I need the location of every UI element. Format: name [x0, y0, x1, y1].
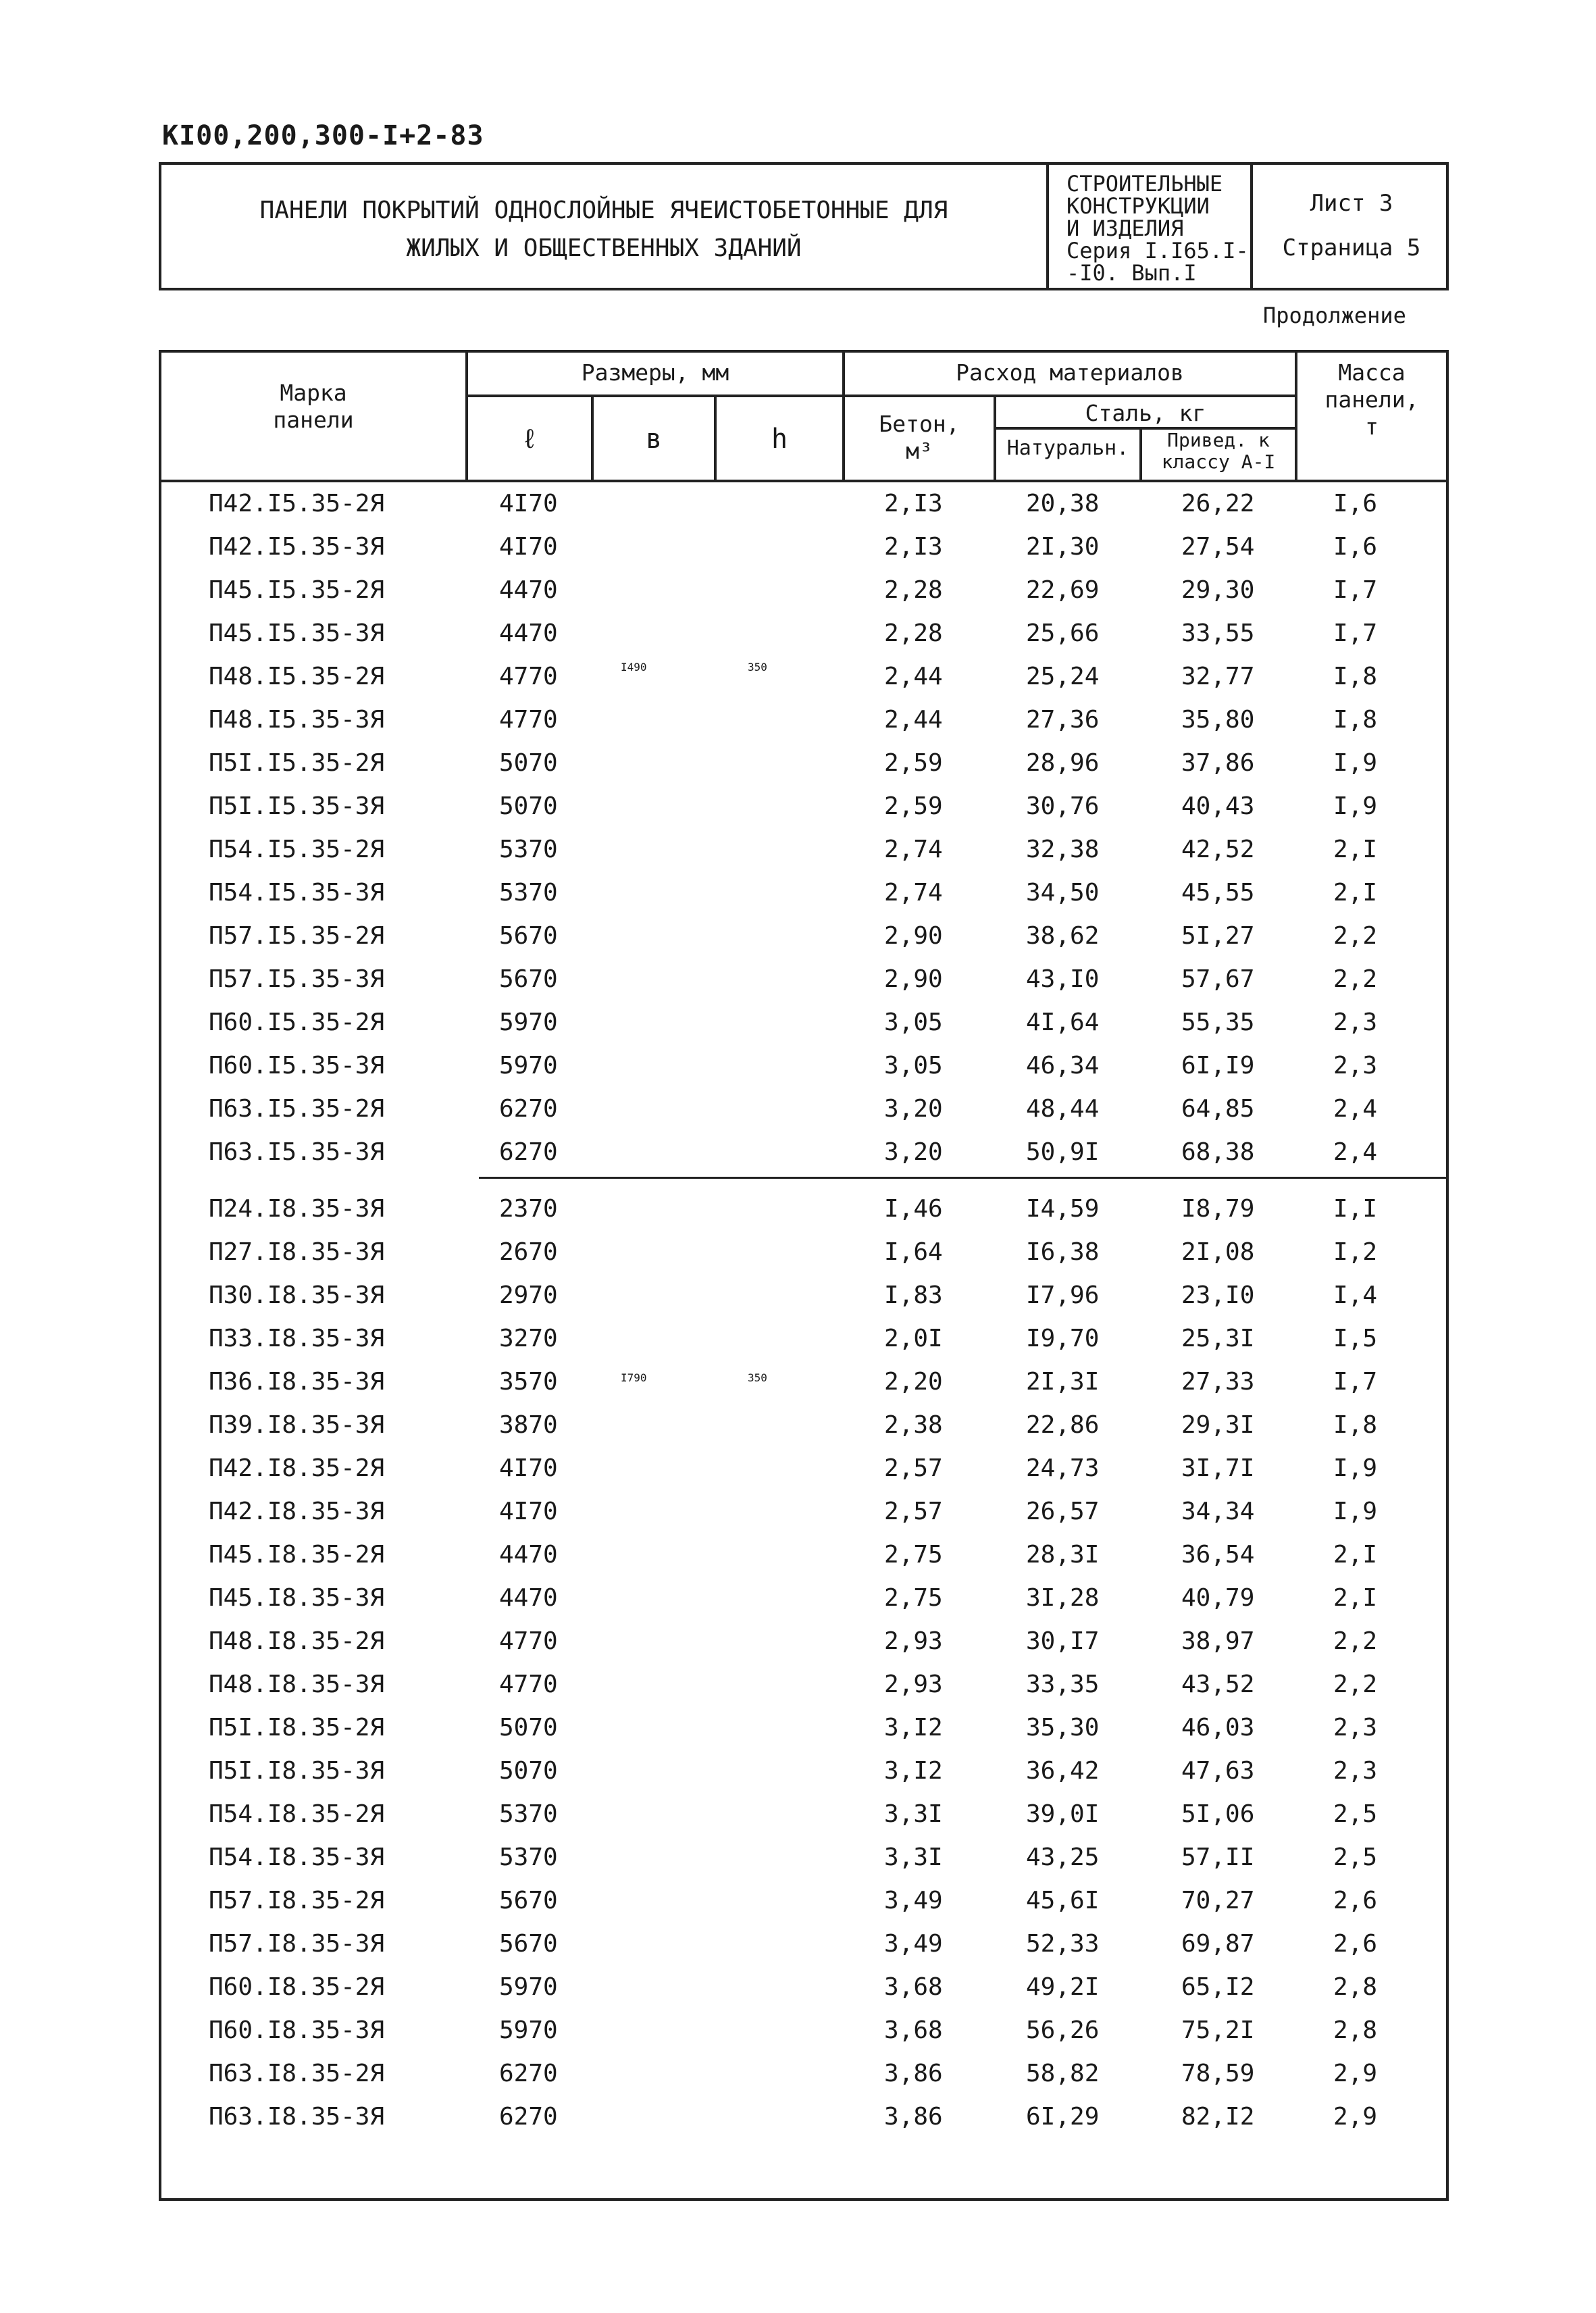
cell-mass: 2,2 [1333, 1627, 1378, 1655]
title-line-1: ПАНЕЛИ ПОКРЫТИЙ ОДНОСЛОЙНЫЕ ЯЧЕИСТОБЕТОННЫЕ ДЛЯ [259, 197, 948, 224]
cell-mass: 2,9 [1333, 2060, 1378, 2087]
cell-mark: П48.I8.35-2Я [209, 1627, 385, 1655]
cell-mass: 2,3 [1333, 1714, 1378, 1742]
table-row [161, 1577, 1446, 1620]
cell-mass: 2,2 [1333, 1671, 1378, 1698]
cell-length: 4I70 [499, 490, 558, 517]
table-row [161, 871, 1446, 915]
cell-steel-reduced: 69,87 [1181, 1930, 1255, 1958]
cell-concrete: 2,57 [884, 1454, 943, 1482]
cell-length: 5970 [499, 1973, 558, 2001]
cell-mass: I,9 [1333, 749, 1378, 777]
group1-width: I490 [621, 661, 647, 673]
cell-steel-reduced: 45,55 [1181, 879, 1255, 907]
table-row [161, 1663, 1446, 1706]
cell-steel-reduced: 5I,06 [1181, 1800, 1255, 1828]
cell-length: 5670 [499, 1930, 558, 1958]
cell-steel-natural: 20,38 [1026, 490, 1100, 517]
cell-steel-natural: 50,9I [1026, 1138, 1100, 1166]
cell-steel-reduced: 43,52 [1181, 1671, 1255, 1698]
cell-steel-natural: 34,50 [1026, 879, 1100, 907]
cell-steel-natural: 25,24 [1026, 663, 1100, 690]
cell-length: 3570 [499, 1368, 558, 1396]
cell-concrete: 3,68 [884, 2016, 943, 2044]
cell-steel-reduced: 29,3I [1181, 1411, 1255, 1439]
cell-steel-natural: I6,38 [1026, 1238, 1100, 1266]
cell-concrete: 3,86 [884, 2103, 943, 2131]
cell-length: 4770 [499, 1671, 558, 1698]
cell-mass: 2,2 [1333, 965, 1378, 993]
cell-steel-natural: 2I,30 [1026, 533, 1100, 561]
sheet-info [1257, 181, 1446, 270]
cell-length: 3270 [499, 1325, 558, 1352]
cell-length: 5670 [499, 922, 558, 950]
header-sizes: Размеры, мм [581, 359, 729, 386]
group2-width: I790 [621, 1371, 647, 1384]
cell-mark: П30.I8.35-3Я [209, 1281, 385, 1309]
cell-steel-reduced: 36,54 [1181, 1541, 1255, 1569]
cell-length: 5070 [499, 1714, 558, 1742]
cell-steel-reduced: 46,03 [1181, 1714, 1255, 1742]
cell-mark: П45.I5.35-3Я [209, 619, 385, 647]
header-concrete: Бетон, м³ [879, 411, 960, 464]
cell-mark: П63.I5.35-2Я [209, 1095, 385, 1123]
table-row [161, 915, 1446, 958]
cell-length: 5670 [499, 1887, 558, 1914]
cell-steel-reduced: 82,I2 [1181, 2103, 1255, 2131]
cell-mass: 2,2 [1333, 922, 1378, 950]
table-row [161, 612, 1446, 655]
cell-length: 5970 [499, 1052, 558, 1079]
series-line-5: -I0. Вып.I [1066, 260, 1197, 286]
cell-mark: П63.I8.35-2Я [209, 2060, 385, 2087]
cell-length: 4I70 [499, 1454, 558, 1482]
cell-mark: П24.I8.35-3Я [209, 1195, 385, 1223]
cell-mass: I,8 [1333, 1411, 1378, 1439]
cell-concrete: 3,49 [884, 1887, 943, 1914]
cell-length: 6270 [499, 1095, 558, 1123]
cell-concrete: 2,44 [884, 663, 943, 690]
cell-steel-reduced: 57,67 [1181, 965, 1255, 993]
table-row [161, 2052, 1446, 2095]
cell-length: 2670 [499, 1238, 558, 1266]
table-row [161, 1231, 1446, 1274]
cell-steel-reduced: 27,33 [1181, 1368, 1255, 1396]
cell-mark: П48.I5.35-2Я [209, 663, 385, 690]
cell-length: 5670 [499, 965, 558, 993]
cell-steel-reduced: 75,2I [1181, 2016, 1255, 2044]
cell-steel-reduced: 64,85 [1181, 1095, 1255, 1123]
cell-steel-natural: 22,86 [1026, 1411, 1100, 1439]
title-block [159, 162, 1449, 290]
cell-concrete: I,46 [884, 1195, 943, 1223]
cell-concrete: 2,74 [884, 836, 943, 863]
table-row [161, 698, 1446, 742]
cell-mass: I,7 [1333, 576, 1378, 604]
cell-concrete: 2,I3 [884, 533, 943, 561]
table-row [161, 1490, 1446, 1533]
cell-steel-natural: 24,73 [1026, 1454, 1100, 1482]
cell-steel-natural: 32,38 [1026, 836, 1100, 863]
cell-steel-natural: 58,82 [1026, 2060, 1100, 2087]
cell-steel-natural: 28,3I [1026, 1541, 1100, 1569]
cell-concrete: 3,86 [884, 2060, 943, 2087]
cell-steel-natural: 3I,28 [1026, 1584, 1100, 1612]
cell-length: 5370 [499, 1800, 558, 1828]
cell-concrete: 3,49 [884, 1930, 943, 1958]
header-steel: Сталь, кг [1085, 400, 1206, 426]
cell-length: 5370 [499, 879, 558, 907]
cell-steel-reduced: 25,3I [1181, 1325, 1255, 1352]
cell-concrete: 3,20 [884, 1095, 943, 1123]
table-row [161, 569, 1446, 612]
cell-length: 4I70 [499, 1498, 558, 1525]
cell-mark: П60.I8.35-3Я [209, 2016, 385, 2044]
table-row [161, 1131, 1446, 1174]
cell-mass: 2,I [1333, 836, 1378, 863]
cell-length: 3870 [499, 1411, 558, 1439]
cell-length: 5370 [499, 1844, 558, 1871]
cell-mark: П5I.I5.35-3Я [209, 792, 385, 820]
cell-steel-natural: 6I,29 [1026, 2103, 1100, 2131]
cell-mass: I,6 [1333, 533, 1378, 561]
cell-mass: 2,6 [1333, 1887, 1378, 1914]
cell-steel-reduced: 38,97 [1181, 1627, 1255, 1655]
cell-steel-natural: 43,I0 [1026, 965, 1100, 993]
table-row [161, 1750, 1446, 1793]
cell-concrete: 2,28 [884, 576, 943, 604]
cell-steel-natural: 43,25 [1026, 1844, 1100, 1871]
cell-length: 4470 [499, 1584, 558, 1612]
cell-concrete: 2,75 [884, 1541, 943, 1569]
cell-steel-natural: 45,6I [1026, 1887, 1100, 1914]
cell-length: 4I70 [499, 533, 558, 561]
cell-mark: П57.I8.35-3Я [209, 1930, 385, 1958]
header-reduced: Привед. к классу А-I [1161, 429, 1276, 473]
table-row [161, 1188, 1446, 1231]
table-row [161, 1317, 1446, 1361]
cell-mass: 2,9 [1333, 2103, 1378, 2131]
cell-steel-natural: 30,I7 [1026, 1627, 1100, 1655]
cell-mass: I,7 [1333, 619, 1378, 647]
table-row [161, 1361, 1446, 1404]
cell-steel-natural: I9,70 [1026, 1325, 1100, 1352]
cell-mass: 2,5 [1333, 1844, 1378, 1871]
cell-concrete: I,64 [884, 1238, 943, 1266]
cell-mass: 2,I [1333, 1584, 1378, 1612]
cell-mark: П39.I8.35-3Я [209, 1411, 385, 1439]
cell-mass: 2,I [1333, 1541, 1378, 1569]
table-row [161, 1533, 1446, 1577]
table-row [161, 482, 1446, 526]
cell-steel-natural: 36,42 [1026, 1757, 1100, 1785]
document-title [161, 192, 1046, 268]
document-code: КI00,200,300-I+2-83 [162, 120, 484, 151]
cell-steel-natural: 48,44 [1026, 1095, 1100, 1123]
table-row [161, 1836, 1446, 1879]
cell-mass: I,9 [1333, 1454, 1378, 1482]
cell-steel-reduced: 33,55 [1181, 619, 1255, 647]
cell-steel-natural: 22,69 [1026, 576, 1100, 604]
cell-steel-natural: 27,36 [1026, 706, 1100, 734]
cell-concrete: 2,28 [884, 619, 943, 647]
cell-mass: I,2 [1333, 1238, 1378, 1266]
cell-steel-reduced: 35,80 [1181, 706, 1255, 734]
cell-mass: 2,4 [1333, 1138, 1378, 1166]
cell-mark: П60.I5.35-2Я [209, 1009, 385, 1036]
header-height: h [771, 424, 788, 455]
cell-steel-natural: 28,96 [1026, 749, 1100, 777]
cell-steel-natural: 2I,3I [1026, 1368, 1100, 1396]
cell-steel-natural: 56,26 [1026, 2016, 1100, 2044]
cell-steel-reduced: 34,34 [1181, 1498, 1255, 1525]
cell-length: 6270 [499, 1138, 558, 1166]
cell-concrete: 2,93 [884, 1671, 943, 1698]
cell-steel-natural: 38,62 [1026, 922, 1100, 950]
cell-mass: 2,I [1333, 879, 1378, 907]
cell-mark: П54.I8.35-3Я [209, 1844, 385, 1871]
cell-steel-reduced: 57,II [1181, 1844, 1255, 1871]
cell-length: 2370 [499, 1195, 558, 1223]
cell-mass: 2,4 [1333, 1095, 1378, 1123]
table-row [161, 526, 1446, 569]
cell-steel-reduced: 47,63 [1181, 1757, 1255, 1785]
cell-steel-reduced: 70,27 [1181, 1887, 1255, 1914]
cell-length: 4470 [499, 576, 558, 604]
table-row [161, 1620, 1446, 1663]
cell-length: 5070 [499, 792, 558, 820]
cell-length: 4770 [499, 1627, 558, 1655]
cell-concrete: 3,68 [884, 1973, 943, 2001]
cell-mass: 2,3 [1333, 1009, 1378, 1036]
table-row [161, 1966, 1446, 2009]
table-row [161, 2009, 1446, 2052]
cell-mark: П48.I8.35-3Я [209, 1671, 385, 1698]
cell-steel-natural: 26,57 [1026, 1498, 1100, 1525]
cell-concrete: 3,20 [884, 1138, 943, 1166]
cell-mark: П54.I8.35-2Я [209, 1800, 385, 1828]
series-line-1: СТРОИТЕЛЬНЫЕ [1066, 171, 1223, 197]
cell-steel-reduced: 2I,08 [1181, 1238, 1255, 1266]
series-line-3: И ИЗДЕЛИЯ [1066, 215, 1184, 241]
table-row [161, 1044, 1446, 1088]
cell-steel-natural: 33,35 [1026, 1671, 1100, 1698]
cell-mark: П57.I8.35-2Я [209, 1887, 385, 1914]
cell-length: 4470 [499, 1541, 558, 1569]
table-row [161, 785, 1446, 828]
cell-concrete: 2,90 [884, 965, 943, 993]
cell-mark: П42.I5.35-3Я [209, 533, 385, 561]
cell-mass: I,9 [1333, 1498, 1378, 1525]
cell-concrete: 2,38 [884, 1411, 943, 1439]
cell-concrete: 2,20 [884, 1368, 943, 1396]
table-row [161, 742, 1446, 785]
header-materials: Расход материалов [956, 359, 1184, 386]
cell-mass: I,8 [1333, 663, 1378, 690]
cell-mark: П60.I5.35-3Я [209, 1052, 385, 1079]
cell-concrete: 2,44 [884, 706, 943, 734]
cell-steel-natural: 25,66 [1026, 619, 1100, 647]
table-row [161, 1793, 1446, 1836]
cell-mass: 2,3 [1333, 1757, 1378, 1785]
table-row [161, 655, 1446, 698]
table-row [161, 1404, 1446, 1447]
cell-mark: П45.I8.35-3Я [209, 1584, 385, 1612]
cell-steel-natural: 35,30 [1026, 1714, 1100, 1742]
cell-length: 6270 [499, 2103, 558, 2131]
page-number: Страница 5 [1282, 234, 1421, 261]
cell-steel-reduced: 32,77 [1181, 663, 1255, 690]
cell-length: 5970 [499, 1009, 558, 1036]
cell-mass: 2,8 [1333, 2016, 1378, 2044]
cell-concrete: 2,93 [884, 1627, 943, 1655]
cell-concrete: 3,05 [884, 1052, 943, 1079]
cell-mass: I,9 [1333, 792, 1378, 820]
cell-length: 2970 [499, 1281, 558, 1309]
header-mark: Марка панели [273, 380, 354, 433]
cell-mass: I,8 [1333, 706, 1378, 734]
continuation-label: Продолжение [1263, 303, 1406, 328]
table-row [161, 1447, 1446, 1490]
cell-mass: I,7 [1333, 1368, 1378, 1396]
table-row [161, 1706, 1446, 1750]
cell-mark: П27.I8.35-3Я [209, 1238, 385, 1266]
cell-mark: П48.I5.35-3Я [209, 706, 385, 734]
table-row [161, 1923, 1446, 1966]
cell-mass: I,4 [1333, 1281, 1378, 1309]
cell-mass: 2,3 [1333, 1052, 1378, 1079]
cell-steel-natural: 49,2I [1026, 1973, 1100, 2001]
table-row [161, 1088, 1446, 1131]
table-row [161, 2095, 1446, 2139]
cell-concrete: 2,59 [884, 792, 943, 820]
sheet-number: Лист 3 [1310, 190, 1393, 217]
group2-height: 350 [748, 1371, 767, 1384]
series-line-2: КОНСТРУКЦИИ [1066, 193, 1210, 219]
cell-steel-reduced: 68,38 [1181, 1138, 1255, 1166]
cell-mark: П57.I5.35-3Я [209, 965, 385, 993]
cell-steel-natural: I4,59 [1026, 1195, 1100, 1223]
cell-mark: П60.I8.35-2Я [209, 1973, 385, 2001]
cell-concrete: 2,0I [884, 1325, 943, 1352]
cell-mark: П5I.I5.35-2Я [209, 749, 385, 777]
cell-steel-reduced: 40,79 [1181, 1584, 1255, 1612]
cell-steel-reduced: 29,30 [1181, 576, 1255, 604]
header-natural: Натуральн. [1006, 436, 1129, 460]
cell-mark: П54.I5.35-2Я [209, 836, 385, 863]
cell-length: 4770 [499, 663, 558, 690]
table-row [161, 1879, 1446, 1923]
cell-steel-natural: I7,96 [1026, 1281, 1100, 1309]
cell-concrete: 2,57 [884, 1498, 943, 1525]
cell-length: 5070 [499, 749, 558, 777]
cell-steel-reduced: 5I,27 [1181, 922, 1255, 950]
cell-length: 5370 [499, 836, 558, 863]
cell-steel-reduced: 42,52 [1181, 836, 1255, 863]
cell-mark: П42.I8.35-3Я [209, 1498, 385, 1525]
cell-mark: П54.I5.35-3Я [209, 879, 385, 907]
cell-steel-reduced: 65,I2 [1181, 1973, 1255, 2001]
cell-concrete: 2,I3 [884, 490, 943, 517]
table-row [161, 828, 1446, 871]
cell-steel-natural: 30,76 [1026, 792, 1100, 820]
header-width: в [645, 424, 663, 455]
cell-mark: П36.I8.35-3Я [209, 1368, 385, 1396]
group1-height: 350 [748, 661, 767, 673]
cell-concrete: 3,3I [884, 1800, 943, 1828]
cell-mark: П42.I5.35-2Я [209, 490, 385, 517]
cell-mark: П45.I5.35-2Я [209, 576, 385, 604]
header-mass: Масса панели, т [1324, 359, 1419, 440]
table-row [161, 958, 1446, 1001]
cell-mass: I,5 [1333, 1325, 1378, 1352]
cell-mass: I,I [1333, 1195, 1378, 1223]
cell-mark: П33.I8.35-3Я [209, 1325, 385, 1352]
cell-steel-natural: 46,34 [1026, 1052, 1100, 1079]
cell-concrete: 2,90 [884, 922, 943, 950]
cell-steel-reduced: 26,22 [1181, 490, 1255, 517]
cell-steel-reduced: I8,79 [1181, 1195, 1255, 1223]
cell-mark: П5I.I8.35-2Я [209, 1714, 385, 1742]
cell-mass: 2,8 [1333, 1973, 1378, 2001]
cell-concrete: 2,59 [884, 749, 943, 777]
cell-length: 4770 [499, 706, 558, 734]
cell-mark: П63.I8.35-3Я [209, 2103, 385, 2131]
cell-steel-natural: 52,33 [1026, 1930, 1100, 1958]
cell-concrete: I,83 [884, 1281, 943, 1309]
header-length: ℓ [521, 424, 538, 455]
table-row [161, 1274, 1446, 1317]
cell-concrete: 3,05 [884, 1009, 943, 1036]
cell-steel-reduced: 55,35 [1181, 1009, 1255, 1036]
cell-concrete: 3,I2 [884, 1714, 943, 1742]
cell-steel-reduced: 40,43 [1181, 792, 1255, 820]
cell-mark: П45.I8.35-2Я [209, 1541, 385, 1569]
cell-mark: П5I.I8.35-3Я [209, 1757, 385, 1785]
cell-concrete: 2,74 [884, 879, 943, 907]
cell-steel-reduced: 27,54 [1181, 533, 1255, 561]
cell-length: 5070 [499, 1757, 558, 1785]
cell-length: 5970 [499, 2016, 558, 2044]
cell-steel-reduced: 23,I0 [1181, 1281, 1255, 1309]
table-row [161, 1001, 1446, 1044]
cell-mark: П42.I8.35-2Я [209, 1454, 385, 1482]
series-line-4: Серия I.I65.I- [1066, 238, 1249, 263]
cell-length: 4470 [499, 619, 558, 647]
cell-mark: П57.I5.35-2Я [209, 922, 385, 950]
cell-concrete: 2,75 [884, 1584, 943, 1612]
cell-mass: 2,6 [1333, 1930, 1378, 1958]
cell-steel-reduced: 3I,7I [1181, 1454, 1255, 1482]
cell-concrete: 3,I2 [884, 1757, 943, 1785]
cell-steel-natural: 39,0I [1026, 1800, 1100, 1828]
title-line-2: ЖИЛЫХ И ОБЩЕСТВЕННЫХ ЗДАНИЙ [406, 234, 802, 262]
cell-mark: П63.I5.35-3Я [209, 1138, 385, 1166]
cell-steel-natural: 4I,64 [1026, 1009, 1100, 1036]
cell-mass: 2,5 [1333, 1800, 1378, 1828]
cell-steel-reduced: 78,59 [1181, 2060, 1255, 2087]
cell-concrete: 3,3I [884, 1844, 943, 1871]
cell-steel-reduced: 6I,I9 [1181, 1052, 1255, 1079]
cell-mass: I,6 [1333, 490, 1378, 517]
materials-table [159, 350, 1449, 2201]
cell-length: 6270 [499, 2060, 558, 2087]
cell-steel-reduced: 37,86 [1181, 749, 1255, 777]
